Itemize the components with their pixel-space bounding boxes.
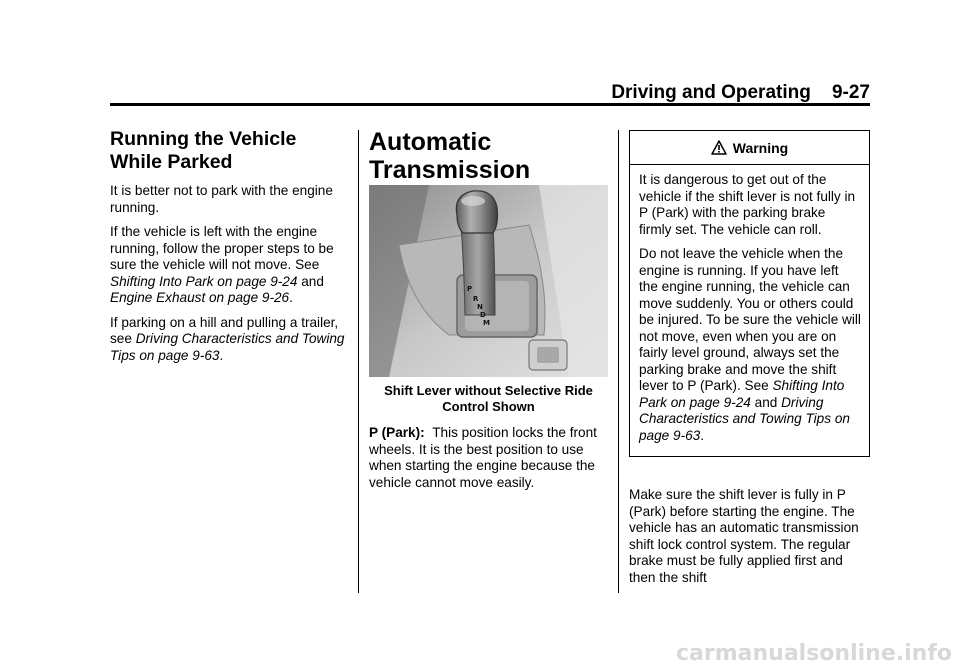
paragraph (639, 246, 861, 444)
middle-column-lower (369, 383, 608, 499)
shift-lever-illustration (369, 185, 608, 377)
text: and (750, 394, 782, 410)
text: . (289, 290, 293, 305)
section-heading-running-vehicle (110, 128, 348, 174)
header-page-number: 9-27 (831, 82, 870, 103)
heading-line: Automatic (369, 128, 492, 156)
left-column (110, 128, 348, 372)
gate-letter-p: P (467, 285, 473, 293)
warning-triangle-icon (711, 140, 727, 155)
warning-body (630, 165, 869, 456)
text: and (297, 273, 324, 289)
warning-box (629, 130, 870, 457)
header-section-title: Driving and Operating (611, 82, 811, 103)
paragraph: It is dangerous to get out of the vehicle if the shift lever is not fully in P (Park) with the parking brake firmly set. The vehicle can roll. (639, 172, 856, 237)
heading-line: While Parked (110, 151, 233, 173)
page-header (560, 82, 870, 104)
text: . (219, 347, 224, 363)
text: . (700, 427, 705, 443)
middle-column (369, 128, 608, 184)
park-label: P (Park): (369, 425, 425, 440)
shift-lever-photo (369, 185, 608, 377)
watermark: carmanualsonline.info (676, 641, 952, 666)
heading-line: Transmission (369, 156, 531, 184)
warning-title: Warning (732, 139, 789, 156)
cross-reference-link[interactable]: Shifting Into Park on page 9-24 (639, 378, 845, 410)
paragraph: Make sure the shift lever is fully in P (Park) before starting the engine. The vehicle has an automatic transmission shift lock control system. The regular brake must be fully applied first and then the shift (629, 487, 859, 585)
section-heading-automatic-transmission (369, 128, 608, 184)
text: This position locks the front wheels. It is the best position to use when starting the engine because the vehicle cannot move easily. (369, 425, 597, 490)
right-column-lower (629, 487, 868, 594)
paragraph: It is better not to park with the engine running. (110, 183, 333, 215)
warning-header (630, 131, 869, 165)
cross-reference-link[interactable]: Driving Characteristics and Towing Tips on page 9-63 (110, 331, 345, 363)
gate-letter-r: R (473, 295, 479, 303)
text: If parking on a hill and pulling a trailer, see (110, 314, 339, 346)
header-rule (110, 103, 870, 106)
cross-reference-link[interactable]: Engine Exhaust on page 9-26 (110, 290, 290, 305)
cross-reference-link[interactable]: Shifting Into Park on page 9-24 (110, 273, 298, 289)
gate-letter-n: N (477, 303, 483, 311)
text: Do not leave the vehicle when the engine is running. If you have left the engine running, the vehicle can move suddenly. You or others could be injured. To be sure the vehicle will not move, even when you are on fairly level ground, always set the parking brake and move the shift lever to P (Park). See (639, 246, 861, 393)
text: If the vehicle is left with the engine running, follow the proper steps to be sure the vehicle will not move. See (110, 224, 334, 272)
figure-caption: Shift Lever without Selective Ride Control Shown (384, 383, 593, 414)
gate-letter-d: D (480, 311, 486, 319)
heading-line: Running the Vehicle (110, 128, 297, 150)
paragraph (110, 315, 348, 365)
cross-reference-link[interactable]: Driving Characteristics and Towing Tips on page 9-63 (639, 394, 850, 443)
column-divider-left (358, 130, 359, 593)
gate-letter-m: M (483, 319, 490, 327)
paragraph-park (369, 425, 608, 491)
paragraph (110, 224, 348, 307)
column-divider-right (618, 130, 619, 593)
